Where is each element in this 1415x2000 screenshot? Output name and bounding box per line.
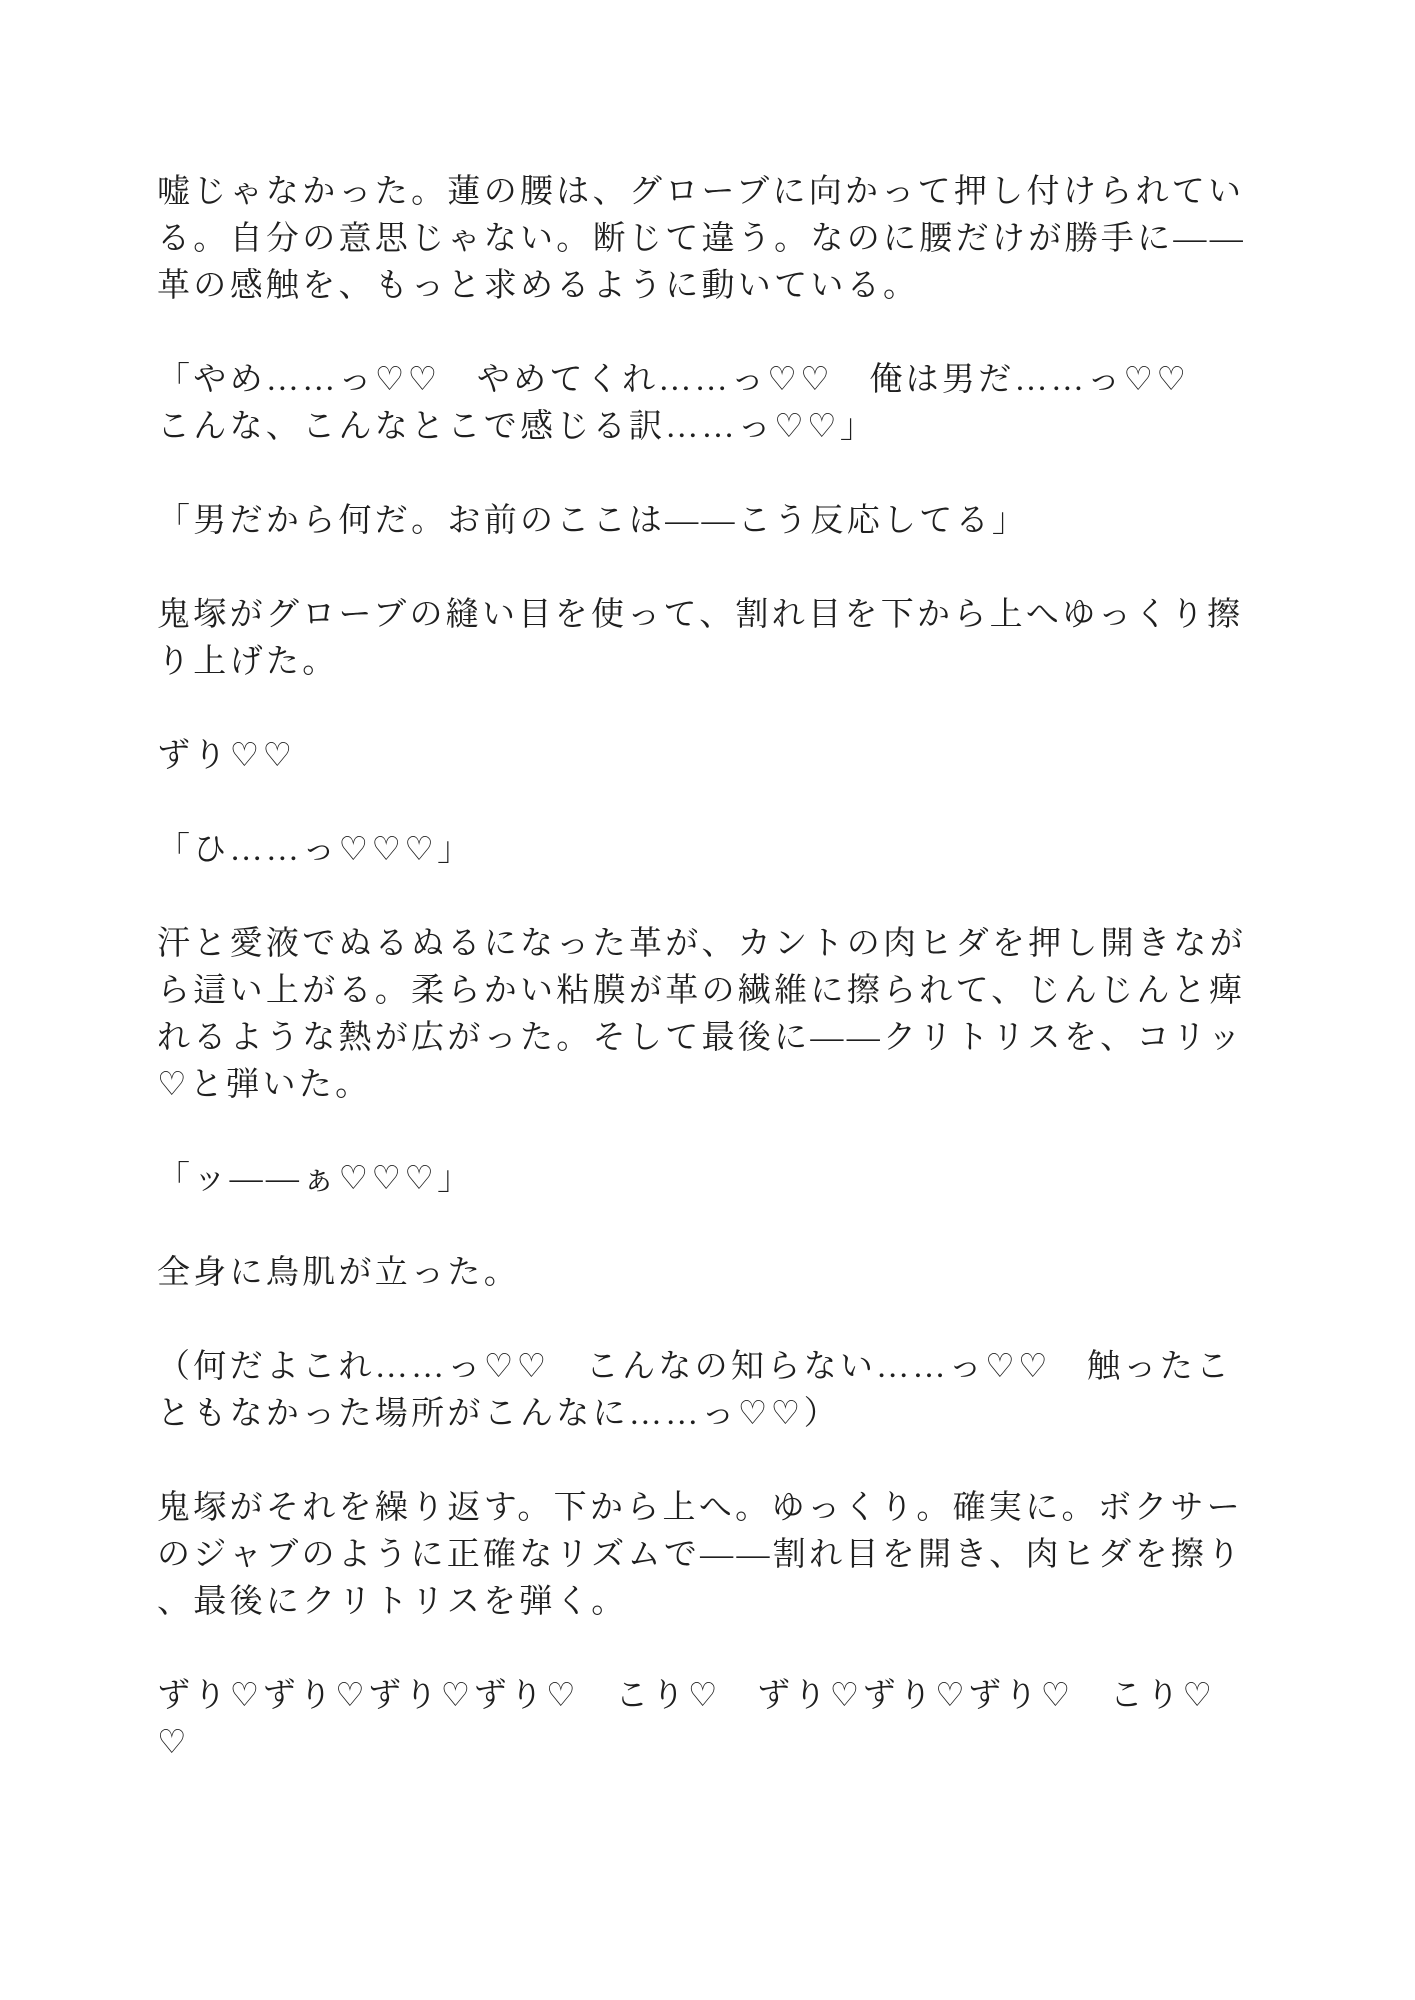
paragraph-narration-4 [157,1250,1270,1297]
paragraph-sfx-1 [157,733,1270,780]
paragraph-inner-monologue [157,1344,1270,1438]
text-line: ♡と弾いた。 [157,1067,372,1103]
text-line: のジャブのように正確なリズムで――割れ目を開き、肉ヒダを擦り [157,1537,1244,1573]
paragraph-narration-3 [157,921,1270,1109]
text-line: 汗と愛液でぬるぬるになった革が、カントの肉ヒダを押し開きなが [157,926,1246,962]
paragraph-sfx-2 [157,1673,1270,1767]
text-line: 鬼塚がそれを繰り返す。下から上へ。ゆっくり。確実に。ボクサー [157,1490,1244,1526]
paragraph-narration-2 [157,592,1270,686]
text-line: 革の感触を、もっと求めるように動いている。 [157,268,920,304]
text-line: ともなかった場所がこんなに……っ♡♡） [157,1396,840,1432]
text-line: り上げた。 [157,644,339,680]
text-line: 鬼塚がグローブの縫い目を使って、割れ目を下から上へゆっくり擦 [157,597,1244,633]
paragraph-narration-1 [157,169,1270,310]
text-line: 全身に鳥肌が立った。 [157,1255,520,1291]
text-line: ♡ [157,1725,190,1761]
paragraph-narration-5 [157,1485,1270,1626]
text-line: 、最後にクリトリスを弾く。 [157,1584,628,1620]
text-line: ずり♡ずり♡ずり♡ずり♡ こり♡ ずり♡ずり♡ずり♡ こり♡ [157,1678,1216,1714]
text-line: ら這い上がる。柔らかい粘膜が革の繊維に擦られて、じんじんと痺 [157,973,1246,1009]
paragraph-dialogue-2 [157,498,1270,545]
text-line: る。自分の意思じゃない。断じて違う。なのに腰だけが勝手に―― [157,221,1246,257]
text-line: 「やめ……っ♡♡ やめてくれ……っ♡♡ 俺は男だ……っ♡♡ [157,362,1190,398]
text-line: ずり♡♡ [157,738,296,774]
text-line: 「ッ――ぁ♡♡♡」 [157,1161,474,1197]
text-line: 嘘じゃなかった。蓮の腰は、グローブに向かって押し付けられてい [157,174,1245,210]
text-line: 「ひ……っ♡♡♡」 [157,832,474,868]
text-line: こんな、こんなとこで感じる訳……っ♡♡」 [157,409,877,445]
paragraph-dialogue-4 [157,1156,1270,1203]
text-line: 「男だから何だ。お前のここは――こう反応してる」 [157,503,1029,539]
text-line: （何だよこれ……っ♡♡ こんなの知らない……っ♡♡ 触ったこ [157,1349,1233,1385]
text-line: れるような熱が広がった。そして最後に――クリトリスを、コリッ [157,1020,1245,1056]
paragraph-dialogue-3 [157,827,1270,874]
paragraph-dialogue-1 [157,357,1270,451]
